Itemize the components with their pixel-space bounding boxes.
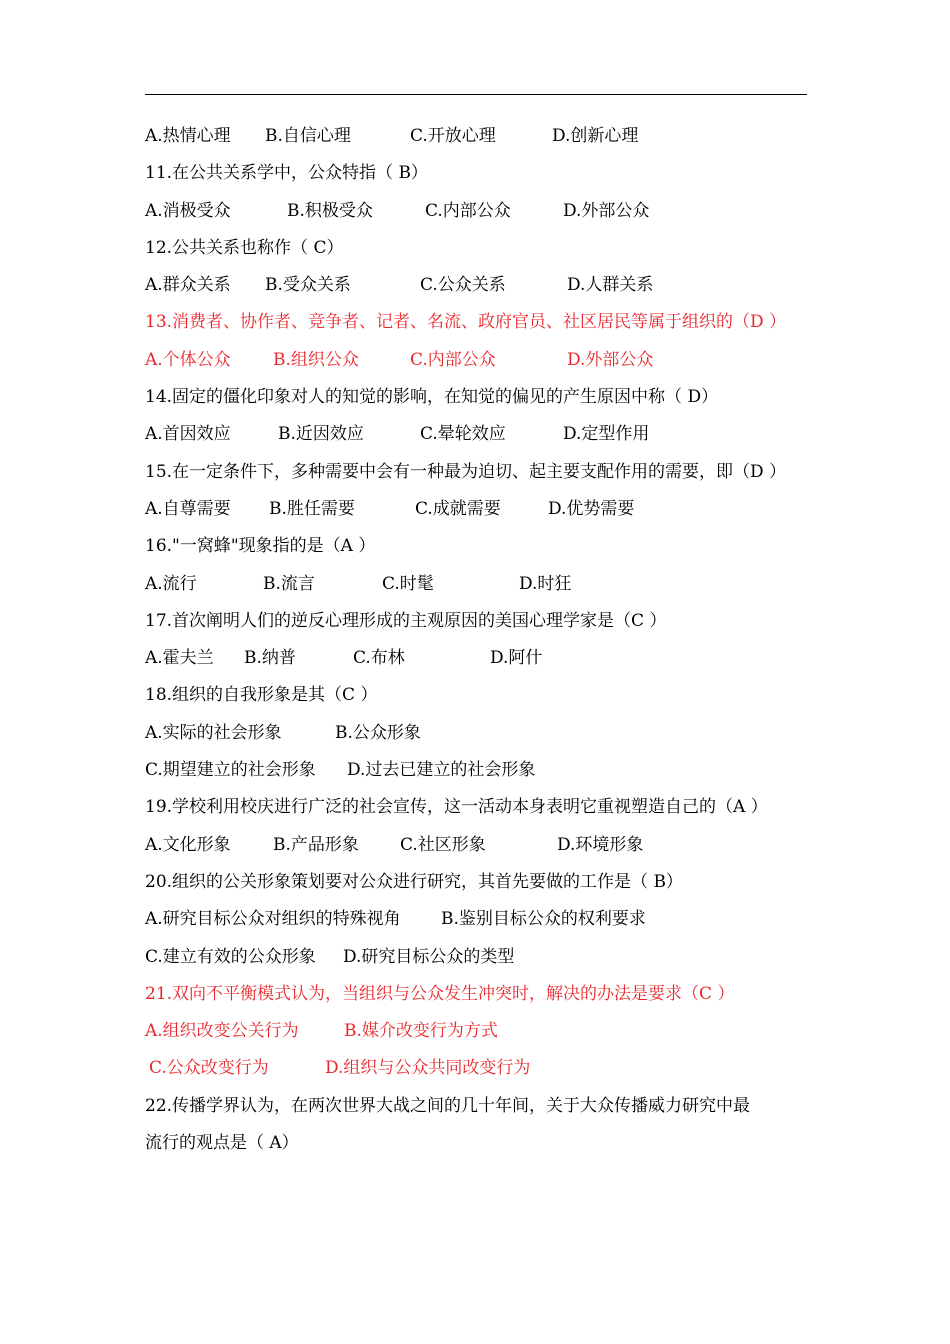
- option-item: B.自信心理: [265, 126, 351, 146]
- option-item: A.热情心理: [145, 126, 231, 146]
- question-text: 14.固定的僵化印象对人的知觉的影响，在知觉的偏见的产生原因中称（ D）: [145, 387, 719, 408]
- options-row: [145, 715, 825, 752]
- option-item: C.公众改变行为: [149, 1058, 269, 1079]
- option-item: C.时髦: [382, 573, 434, 594]
- question-text: 20.组织的公关形象策划要对公众进行研究，其首先要做的工作是（ B）: [145, 871, 683, 892]
- options-row: [145, 752, 825, 789]
- option-item: A.流行: [145, 573, 197, 594]
- options-row: [145, 640, 825, 677]
- question-text: 18.组织的自我形象是其（C ）: [145, 685, 378, 706]
- option-item: A.组织改变公关行为: [145, 1021, 299, 1042]
- option-item: C.成就需要: [415, 498, 501, 519]
- options-row: [145, 118, 825, 155]
- option-item: C.期望建立的社会形象: [145, 760, 316, 781]
- option-item: C.内部公众: [410, 349, 496, 370]
- option-item: D.外部公众: [567, 349, 654, 370]
- option-item: D.组织与公众共同改变行为: [325, 1058, 531, 1079]
- options-row: [145, 901, 825, 938]
- option-item: D.创新心理: [552, 126, 639, 146]
- question-text: 11.在公共关系学中，公众特指（ B）: [145, 163, 428, 184]
- options-row: [145, 566, 825, 603]
- option-item: A.自尊需要: [145, 498, 231, 519]
- option-item: D.优势需要: [548, 498, 635, 519]
- option-item: C.内部公众: [425, 200, 511, 221]
- question-text: 15.在一定条件下，多种需要中会有一种最为迫切、起主要支配作用的需要，即（D ）: [145, 461, 787, 482]
- question-text: 19.学校利用校庆进行广泛的社会宣传，这一活动本身表明它重视塑造自己的（A ）: [145, 797, 768, 818]
- option-item: D.过去已建立的社会形象: [347, 760, 536, 781]
- options-row: [145, 342, 825, 379]
- option-item: D.环境形象: [557, 834, 644, 855]
- options-row: [145, 491, 825, 528]
- question-text: 22.传播学界认为，在两次世界大战之间的几十年间，关于大众传播威力研究中最: [145, 1095, 751, 1116]
- option-item: C.晕轮效应: [420, 424, 506, 445]
- options-row: [145, 416, 825, 453]
- options-row: [145, 827, 825, 864]
- option-item: B.鉴别目标公众的权利要求: [441, 909, 646, 930]
- option-item: C.公众关系: [420, 275, 506, 296]
- option-item: B.积极受众: [287, 200, 373, 221]
- option-item: A.群众关系: [145, 275, 231, 296]
- option-item: C.开放心理: [410, 126, 496, 146]
- question-text: 21.双向不平衡模式认为，当组织与公众发生冲突时，解决的办法是要求（C ）: [145, 983, 735, 1004]
- option-item: B.组织公众: [273, 349, 359, 370]
- question-text: 16."一窝蜂"现象指的是（A ）: [145, 536, 376, 557]
- option-item: B.公众形象: [335, 722, 421, 743]
- option-item: B.媒介改变行为方式: [344, 1021, 498, 1042]
- header-rule: [145, 94, 807, 95]
- option-item: C.布林: [353, 648, 405, 669]
- option-item: D.阿什: [490, 648, 543, 669]
- question-text: 12.公共关系也称作（ C）: [145, 237, 344, 258]
- option-item: B.纳普: [244, 648, 296, 669]
- options-row: [145, 267, 825, 304]
- option-item: C.社区形象: [400, 834, 486, 855]
- option-item: D.定型作用: [563, 424, 650, 445]
- option-item: D.人群关系: [567, 275, 654, 296]
- option-item: B.胜任需要: [269, 498, 355, 519]
- options-row: [145, 1013, 825, 1050]
- question-text: 13.消费者、协作者、竞争者、记者、名流、政府官员、社区居民等属于组织的（D ）: [145, 312, 787, 333]
- option-item: A.文化形象: [145, 834, 231, 855]
- option-item: D.时狂: [519, 573, 572, 594]
- option-item: A.研究目标公众对组织的特殊视角: [145, 909, 401, 930]
- options-row: [145, 193, 825, 230]
- option-item: B.受众关系: [265, 275, 351, 296]
- option-item: B.近因效应: [278, 424, 364, 445]
- question-text: 流行的观点是（ A）: [145, 1133, 299, 1154]
- option-item: D.研究目标公众的类型: [343, 946, 515, 967]
- options-row: [145, 939, 825, 976]
- question-list: [145, 118, 825, 1162]
- option-item: B.产品形象: [273, 834, 359, 855]
- option-item: A.个体公众: [145, 349, 231, 370]
- options-row: [145, 1050, 825, 1087]
- option-item: A.实际的社会形象: [145, 722, 282, 743]
- option-item: B.流言: [263, 573, 315, 594]
- option-item: A.首因效应: [145, 424, 231, 445]
- option-item: D.外部公众: [563, 200, 650, 221]
- option-item: C.建立有效的公众形象: [145, 946, 316, 967]
- option-item: A.霍夫兰: [145, 648, 214, 669]
- option-item: A.消极受众: [145, 200, 231, 221]
- question-text: 17.首次阐明人们的逆反心理形成的主观原因的美国心理学家是（C ）: [145, 610, 667, 631]
